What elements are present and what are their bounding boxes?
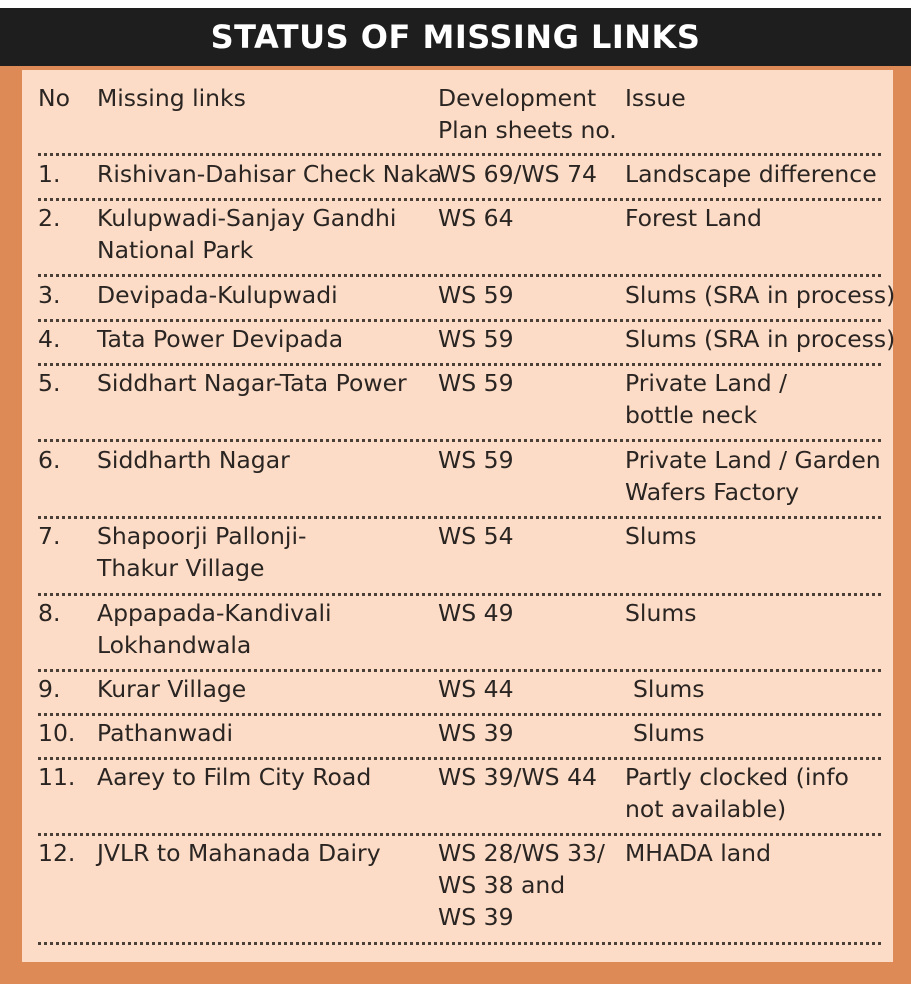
header-issue: Issue	[625, 84, 686, 112]
issue-line: Slums	[625, 599, 697, 627]
missing-link-line: Devipada-Kulupwadi	[97, 281, 338, 309]
missing-link-name	[97, 444, 290, 476]
plan-sheet-line: WS 49	[438, 599, 514, 627]
missing-link-line: National Park	[97, 236, 254, 264]
divider	[38, 669, 881, 672]
missing-link-name	[97, 202, 396, 266]
plan-sheet-number	[438, 717, 514, 749]
issue-line: Private Land /	[625, 369, 788, 397]
plan-sheet-number	[438, 444, 514, 476]
issue-line: Wafers Factory	[625, 478, 800, 506]
missing-link-line: Thakur Village	[97, 554, 265, 582]
issue-line: bottle neck	[625, 401, 758, 429]
divider	[38, 319, 881, 322]
row-number: 3.	[38, 281, 61, 309]
plan-sheet-number	[438, 202, 514, 234]
title-bar	[0, 8, 911, 66]
issue-text	[625, 323, 895, 355]
issue-line: Slums (SRA in process)	[625, 325, 896, 353]
issue-line: not available)	[625, 795, 787, 823]
plan-sheet-line: WS 59	[438, 369, 514, 397]
plan-sheet-line: WS 39	[438, 903, 514, 931]
plan-sheet-line: WS 59	[438, 281, 514, 309]
divider	[38, 363, 881, 366]
missing-link-line: Lokhandwala	[97, 631, 252, 659]
row-number: 12.	[38, 839, 76, 867]
plan-sheet-line: WS 54	[438, 522, 514, 550]
plan-sheet-line: WS 44	[438, 675, 514, 703]
plan-sheet-number	[438, 673, 514, 705]
row-number: 11.	[38, 763, 76, 791]
row-number: 8.	[38, 599, 61, 627]
missing-link-line: Siddhart Nagar-Tata Power	[97, 369, 407, 397]
missing-link-name	[97, 837, 381, 869]
issue-line: Slums	[633, 675, 705, 703]
row-number: 9.	[38, 675, 61, 703]
issue-line: Private Land / Garden	[625, 446, 881, 474]
plan-sheet-line: WS 69/WS 74	[438, 160, 597, 188]
missing-link-name	[97, 158, 442, 190]
plan-sheet-number	[438, 367, 514, 399]
missing-link-line: Kurar Village	[97, 675, 247, 703]
row-number: 2.	[38, 204, 61, 232]
missing-link-line: Rishivan-Dahisar Check Naka	[97, 160, 443, 188]
issue-text	[625, 837, 771, 869]
issue-line: Landscape difference	[625, 160, 877, 188]
plan-sheet-line: WS 59	[438, 446, 514, 474]
missing-link-line: Siddharth Nagar	[97, 446, 290, 474]
divider	[38, 198, 881, 201]
header-plan-sheets	[438, 82, 617, 146]
plan-sheet-number	[438, 323, 514, 355]
issue-line: Slums (SRA in process)	[625, 281, 896, 309]
issue-line: MHADA land	[625, 839, 771, 867]
issue-text	[633, 673, 704, 705]
issue-text	[625, 158, 877, 190]
issue-text	[625, 597, 696, 629]
row-number: 7.	[38, 522, 61, 550]
issue-text	[625, 444, 881, 508]
issue-line: Slums	[625, 522, 697, 550]
missing-link-name	[97, 367, 407, 399]
row-number: 4.	[38, 325, 61, 353]
plan-sheet-number	[438, 520, 514, 552]
missing-link-line: Shapoorji Pallonji-	[97, 522, 307, 550]
plan-sheet-number	[438, 279, 514, 311]
row-number: 1.	[38, 160, 61, 188]
plan-sheet-line: WS 38 and	[438, 871, 566, 899]
missing-link-line: Aarey to Film City Road	[97, 763, 372, 791]
missing-link-name	[97, 279, 338, 311]
missing-link-name	[97, 597, 332, 661]
page-title: STATUS OF MISSING LINKS	[210, 18, 701, 56]
table-panel	[22, 70, 896, 962]
issue-text	[625, 279, 895, 311]
missing-link-name	[97, 761, 371, 793]
missing-link-line: Kulupwadi-Sanjay Gandhi	[97, 204, 397, 232]
row-number: 5.	[38, 369, 61, 397]
missing-link-name	[97, 520, 306, 584]
divider	[38, 439, 881, 442]
missing-link-line: Appapada-Kandivali	[97, 599, 332, 627]
divider	[38, 713, 881, 716]
header-no: No	[38, 84, 70, 112]
issue-text	[633, 717, 704, 749]
header-plan-line-2: Plan sheets no.	[438, 116, 617, 144]
missing-link-name	[97, 717, 233, 749]
plan-sheet-number	[438, 597, 514, 629]
row-number: 6.	[38, 446, 61, 474]
divider	[38, 833, 881, 836]
missing-link-line: Tata Power Devipada	[97, 325, 344, 353]
plan-sheet-line: WS 39/WS 44	[438, 763, 597, 791]
issue-text	[625, 761, 849, 825]
divider	[38, 516, 881, 519]
divider	[38, 757, 881, 760]
issue-line: Slums	[633, 719, 705, 747]
issue-line: Forest Land	[625, 204, 762, 232]
issue-text	[625, 520, 696, 552]
issue-text	[625, 202, 762, 234]
plan-sheet-line: WS 39	[438, 719, 514, 747]
divider	[38, 942, 881, 945]
missing-link-name	[97, 323, 343, 355]
plan-sheet-line: WS 64	[438, 204, 514, 232]
header-plan-line-1: Development	[438, 84, 597, 112]
divider	[38, 153, 881, 156]
issue-text	[625, 367, 787, 431]
plan-sheet-number	[438, 158, 597, 190]
missing-link-line: JVLR to Mahanada Dairy	[97, 839, 381, 867]
plan-sheet-number	[438, 761, 597, 793]
plan-sheet-line: WS 28/WS 33/	[438, 839, 605, 867]
plan-sheet-number	[438, 837, 605, 933]
issue-line: Partly clocked (info	[625, 763, 849, 791]
header-missing-links: Missing links	[97, 84, 246, 112]
missing-link-name	[97, 673, 246, 705]
plan-sheet-line: WS 59	[438, 325, 514, 353]
divider	[38, 274, 881, 277]
row-number: 10.	[38, 719, 76, 747]
missing-link-line: Pathanwadi	[97, 719, 233, 747]
divider	[38, 593, 881, 596]
